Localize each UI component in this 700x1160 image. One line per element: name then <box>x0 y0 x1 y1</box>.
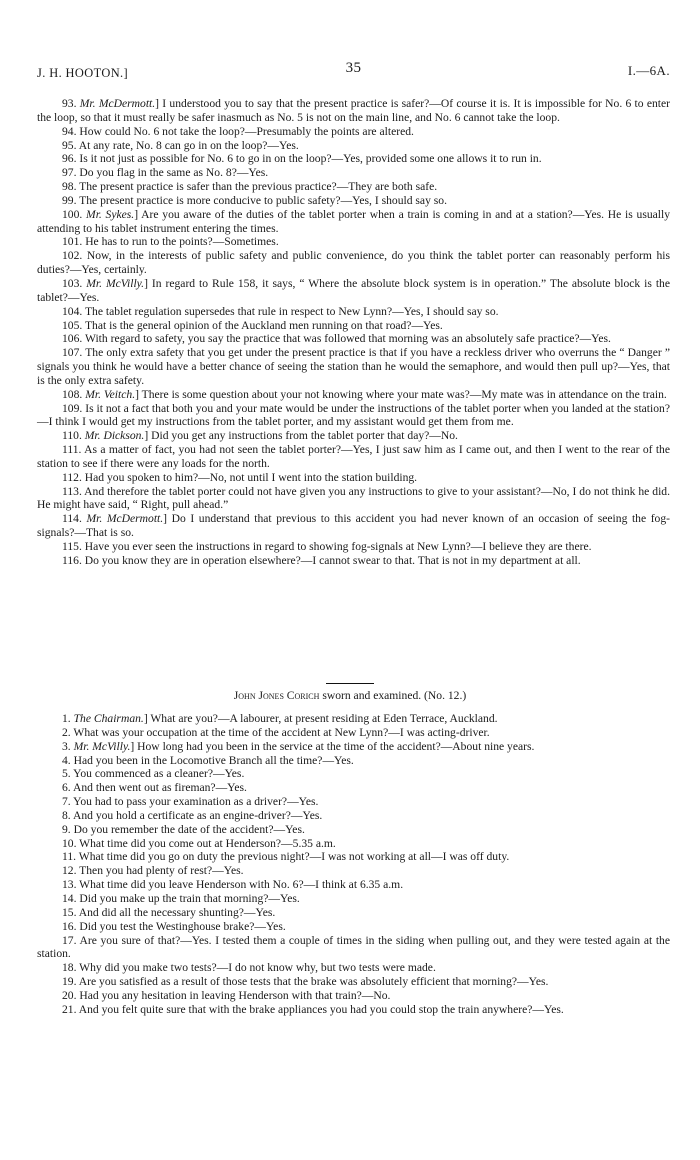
testimony-paragraph <box>37 235 670 249</box>
paragraph-text: 13. What time did you leave Henderson with No. 6?—I think at 6.35 a.m. <box>62 878 404 892</box>
question-number: 114. <box>62 512 87 526</box>
testimony-paragraph <box>37 166 670 180</box>
testimony-paragraph <box>37 554 670 568</box>
question-number: 3. <box>62 739 74 753</box>
paragraph-text: 98. The present practice is safer than the previous practice?—They are both safe. <box>62 180 438 194</box>
testimony-paragraph <box>37 1003 670 1017</box>
paragraph-text: ] How long had you been in the service at the time of the accident?—About nine years. <box>130 739 535 753</box>
testimony-section-corich <box>37 712 670 1017</box>
testimony-paragraph <box>37 920 670 934</box>
testimony-paragraph <box>37 97 670 125</box>
speaker-name: Mr. McVilly. <box>73 739 131 753</box>
testimony-paragraph <box>37 139 670 153</box>
paragraph-text: 18. Why did you make two tests?—I do not know why, but two tests were made. <box>62 961 436 975</box>
testimony-paragraph <box>37 305 670 319</box>
testimony-paragraph <box>37 388 670 402</box>
paragraph-text: 94. How could No. 6 not take the loop?—Presumably the points are altered. <box>62 124 414 138</box>
paragraph-text: 14. Did you make up the train that morning?—Yes. <box>62 891 300 905</box>
question-number: 108. <box>62 387 86 401</box>
testimony-paragraph <box>37 892 670 906</box>
testimony-paragraph <box>37 809 670 823</box>
speaker-name: Mr. Dickson. <box>84 429 145 443</box>
paragraph-text: 6. And then went out as fireman?—Yes. <box>62 781 247 795</box>
paragraph-text: 102. Now, in the interests of public safety and public convenience, do you think the tablet porter can reasonably perform his duties?—Yes, certainly. <box>37 249 670 277</box>
paragraph-text: ] What are you?—A labourer, at present residing at Eden Terrace, Auckland. <box>143 712 498 725</box>
paragraph-text: 7. You had to pass your examination as a driver?—Yes. <box>62 795 319 809</box>
speaker-name: Mr. McVilly. <box>86 276 145 290</box>
paragraph-text: 109. Is it not a fact that both you and your mate would be under the instructions of the tablet porter when you landed at the station?—I think I would get my instructions from the tablet porter, and my assistant would get them from me. <box>37 401 670 429</box>
question-number: 103. <box>62 276 87 290</box>
paragraph-text: 112. Had you spoken to him?—No, not until I went into the station building. <box>62 470 418 484</box>
paragraph-text: 106. With regard to safety, you say the practice that was followed that morning was an absolutely safe practice?—Yes. <box>62 332 611 346</box>
paragraph-text: 101. He has to run to the points?—Sometimes. <box>62 235 279 249</box>
paragraph-text: ] Do I understand that previous to this accident you had never known of an occasion of seeing the fog-signals?—That is so. <box>37 512 671 540</box>
testimony-paragraph <box>37 443 670 471</box>
speaker-name: Mr. Veitch. <box>85 387 136 401</box>
testimony-paragraph <box>37 989 670 1003</box>
header-witness-name: J. H. HOOTON.] <box>37 66 129 80</box>
paragraph-text: 11. What time did you go on duty the previous night?—I was not working at all—I was off duty. <box>62 850 510 864</box>
paragraph-text: 116. Do you know they are in operation elsewhere?—I cannot swear to that. That is not in my department at all. <box>62 553 581 567</box>
paragraph-text: 12. Then you had plenty of rest?—Yes. <box>62 864 244 878</box>
testimony-paragraph <box>37 850 670 864</box>
paragraph-text: 111. As a matter of fact, you had not seen the tablet porter?—Yes, I just saw him as I came out, and then I went to the rear of the station to see if there were any loads for the north. <box>37 443 670 470</box>
testimony-paragraph <box>37 878 670 892</box>
testimony-paragraph <box>37 429 670 443</box>
testimony-paragraph <box>37 712 670 726</box>
question-number: 1. <box>62 712 74 725</box>
speaker-name: Mr. Sykes. <box>86 207 135 221</box>
paragraph-text: 99. The present practice is more conducive to public safety?—Yes, I should say so. <box>62 193 447 207</box>
testimony-paragraph <box>37 767 670 781</box>
paragraph-text: 113. And therefore the tablet porter could not have given you any instructions to give to your assistant?—No, I do not think he did. He might have said, “ Right, pull ahead.” <box>37 484 670 512</box>
testimony-paragraph <box>37 540 670 554</box>
paragraph-text: 8. And you hold a certificate as an engine-driver?—Yes. <box>62 808 323 822</box>
paragraph-text: 9. Do you remember the date of the accident?—Yes. <box>62 822 305 836</box>
paragraph-text: ] There is some question about your not knowing where your mate was?—My mate was in attendance on the train. <box>135 387 667 401</box>
testimony-paragraph <box>37 726 670 740</box>
testimony-paragraph <box>37 249 670 277</box>
testimony-paragraph <box>37 795 670 809</box>
paragraph-text: 20. Had you any hesitation in leaving Henderson with that train?—No. <box>62 988 391 1002</box>
paragraph-text: 4. Had you been in the Locomotive Branch all the time?—Yes. <box>62 753 354 767</box>
testimony-paragraph <box>37 208 670 236</box>
speaker-name: The Chairman. <box>73 712 144 725</box>
paragraph-text: 21. And you felt quite sure that with the brake appliances you had you could stop the train anywhere?—Yes. <box>62 1002 564 1016</box>
paragraph-text: 19. Are you satisfied as a result of those tests that the brake was absolutely efficient that morning?—Yes. <box>62 975 549 989</box>
testimony-paragraph <box>37 332 670 346</box>
testimony-paragraph <box>37 471 670 485</box>
testimony-paragraph <box>37 346 670 388</box>
testimony-paragraph <box>37 125 670 139</box>
paragraph-text: 2. What was your occupation at the time of the accident at New Lynn?—I was acting-driver. <box>62 725 490 739</box>
paragraph-text: 16. Did you test the Westinghouse brake?—Yes. <box>62 919 286 933</box>
paragraph-text: ] Did you get any instructions from the tablet porter that day?—No. <box>144 429 458 443</box>
paragraph-text: 97. Do you flag in the same as No. 8?—Yes. <box>62 166 269 180</box>
document-reference: I.—6A. <box>627 63 670 78</box>
testimony-paragraph <box>37 402 670 430</box>
witness-name: John Jones Corich <box>233 689 320 702</box>
testimony-paragraph <box>37 906 670 920</box>
testimony-paragraph <box>37 277 670 305</box>
testimony-paragraph <box>37 319 670 333</box>
testimony-paragraph <box>37 512 670 540</box>
paragraph-text: 10. What time did you come out at Henderson?—5.35 a.m. <box>62 836 336 850</box>
testimony-paragraph <box>37 823 670 837</box>
testimony-paragraph <box>37 781 670 795</box>
paragraph-text: 17. Are you sure of that?—Yes. I tested them a couple of times in the siding when pulling out, and they were tested again at the station. <box>37 933 670 961</box>
testimony-paragraph <box>37 194 670 208</box>
witness-heading <box>0 689 700 703</box>
paragraph-text: 96. Is it not just as possible for No. 6 to go in on the loop?—Yes, provided some one allows it to run in. <box>62 152 542 166</box>
paragraph-text: 95. At any rate, No. 8 can go in on the loop?—Yes. <box>62 138 299 152</box>
testimony-section-hooton <box>37 97 670 568</box>
paragraph-text: 5. You commenced as a cleaner?—Yes. <box>62 767 245 781</box>
paragraph-text: ] Are you aware of the duties of the tablet porter when a train is coming in and at a station?—Yes. He is usually attending to his tablet instrument entering the times. <box>37 207 671 235</box>
paragraph-text: 15. And did all the necessary shunting?—Yes. <box>62 905 276 919</box>
paragraph-text: ] I understood you to say that the present practice is safer?—Of course it is. It is impossible for No. 6 to enter the loop, so that it must really be safer inasmuch as No. 5 is not on the main line, and No. 6 cannot take the loop. <box>37 97 671 124</box>
paragraph-text: ] In regard to Rule 158, it says, “ Where the absolute block system is in operation.” The absolute block is the tablet?—Yes. <box>37 276 670 304</box>
testimony-paragraph <box>37 975 670 989</box>
question-number: 110. <box>62 429 85 443</box>
testimony-paragraph <box>37 961 670 975</box>
paragraph-text: 107. The only extra safety that you get under the present practice is that if you have a reckless driver who overruns the “ Danger ” signals you think he would have a better chance of seeing the station than he would the semaphore, and would then pull up?—Yes, that is the only extra safety. <box>37 346 670 387</box>
testimony-paragraph <box>37 864 670 878</box>
testimony-paragraph <box>37 934 670 962</box>
paragraph-text: 105. That is the general opinion of the Auckland men running on that road?—Yes. <box>62 318 443 332</box>
paragraph-text: 115. Have you ever seen the instructions in regard to showing fog-signals at New Lynn?—I believe they are there. <box>62 540 592 553</box>
testimony-paragraph <box>37 754 670 768</box>
page-number: 35 <box>345 60 362 76</box>
testimony-paragraph <box>37 740 670 754</box>
testimony-paragraph <box>37 485 670 513</box>
witness-heading-rest: sworn and examined. (No. 12.) <box>319 689 467 702</box>
section-divider <box>326 683 374 684</box>
testimony-paragraph <box>37 180 670 194</box>
question-number: 93. <box>62 97 80 110</box>
speaker-name: Mr. McDermott. <box>86 512 164 526</box>
paragraph-text: 104. The tablet regulation supersedes that rule in respect to New Lynn?—Yes, I should say so. <box>62 304 499 318</box>
speaker-name: Mr. McDermott. <box>79 97 156 110</box>
testimony-paragraph <box>37 837 670 851</box>
question-number: 100. <box>62 207 87 221</box>
testimony-paragraph <box>37 152 670 166</box>
